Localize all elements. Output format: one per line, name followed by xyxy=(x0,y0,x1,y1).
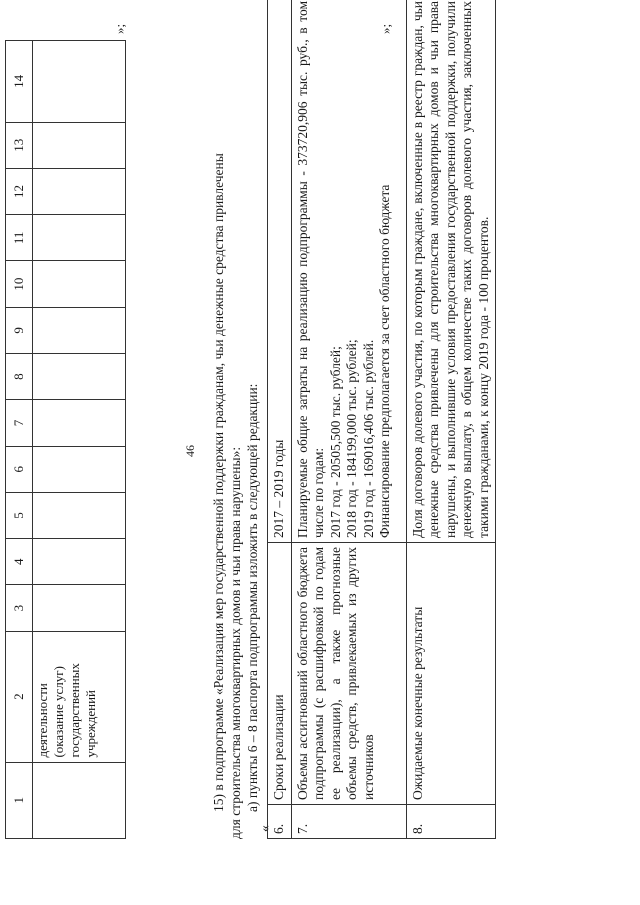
column-header: 13 xyxy=(6,122,33,168)
row-number: 7. xyxy=(291,805,406,839)
column-header: 1 xyxy=(6,762,33,838)
closing-quote-top: »; xyxy=(112,23,127,34)
content-line: 2017 – 2019 годы xyxy=(271,439,286,538)
table-cell xyxy=(33,400,126,446)
table-cell-description xyxy=(33,631,126,762)
paragraph-15-line1: 15) в подпрограмме «Реализация мер государственной поддержки гражданам, чьи денежные средства привлечены xyxy=(211,153,226,812)
table-header-row xyxy=(6,41,33,839)
row-content xyxy=(291,0,406,543)
content-line: 2017 год - 20505,500 тыс. рублей; xyxy=(327,346,343,538)
content-line: Планируемые общие затраты на реализацию подпрограммы - 373720,906 тыс. руб., в том числе по годам: xyxy=(294,1,326,538)
column-header: 7 xyxy=(6,400,33,446)
table-row xyxy=(406,0,496,839)
column-header: 5 xyxy=(6,492,33,538)
column-header: 8 xyxy=(6,354,33,400)
row-number: 8. xyxy=(406,805,496,839)
paragraph-15-line2: для строительства многоквартирных домов и чьи права нарушены»: xyxy=(228,446,243,839)
paragraph-a: а) пункты 6 – 8 паспорта подпрограммы изложить в следующей редакции: xyxy=(245,383,260,812)
table-cell xyxy=(33,446,126,492)
table-cell xyxy=(33,168,126,214)
row-label: Объемы ассигнований областного бюджета подпрограммы (с расшифровкой по годам ее реализации), а также прогнозные объемы средств, привлекаемых из других источников xyxy=(291,543,406,805)
column-header: 11 xyxy=(6,215,33,261)
table-row xyxy=(33,41,126,839)
table-cell xyxy=(33,354,126,400)
table-cell xyxy=(33,585,126,631)
column-header: 6 xyxy=(6,446,33,492)
table-cell xyxy=(33,539,126,585)
row-number: 6. xyxy=(268,805,292,839)
closing-quote-passport: »; xyxy=(378,23,393,34)
rotated-document-page xyxy=(0,1,640,882)
column-header: 14 xyxy=(6,41,33,123)
table-cell xyxy=(33,215,126,261)
passport-table xyxy=(267,0,496,839)
column-header: 10 xyxy=(6,261,33,307)
cell-line: (оказание услуг) xyxy=(51,666,66,758)
content-line: Финансирование предполагается за счет областного бюджета xyxy=(377,184,392,538)
column-header: 4 xyxy=(6,539,33,585)
column-header: 12 xyxy=(6,168,33,214)
table-row xyxy=(268,0,292,839)
cell-line: учреждений xyxy=(83,689,98,758)
cell-line: государственных xyxy=(67,663,82,758)
table-cell xyxy=(33,261,126,307)
opening-quote: « xyxy=(257,825,272,832)
row-content: Доля договоров долевого участия, по которым граждане, включенные в реестр граждан, чьи денежные средства привлечены для строительства многоквартирных домов и чьи права нарушены, и выполнившие условия предоставления государственной поддержки, получили денежную выплату, в общем количестве таких договоров долевого участия, заключенных такими гражданами, к концу 2019 года - 100 процентов. xyxy=(406,0,496,543)
column-header: 9 xyxy=(6,307,33,353)
row-label: Сроки реализации xyxy=(268,543,292,805)
content-line: 2019 год - 169016,406 тыс. рублей. xyxy=(360,339,376,538)
table-cell xyxy=(33,41,126,123)
table-row xyxy=(291,0,406,839)
column-header: 3 xyxy=(6,585,33,631)
row-content xyxy=(268,0,292,543)
cell-line: деятельности xyxy=(35,683,50,758)
table-cell xyxy=(33,762,126,838)
table-cell xyxy=(33,492,126,538)
page-number: 46 xyxy=(183,445,197,457)
row-label: Ожидаемые конечные результаты xyxy=(406,543,496,805)
table-cell xyxy=(33,122,126,168)
continuation-table xyxy=(5,40,126,839)
column-header: 2 xyxy=(6,631,33,762)
table-cell xyxy=(33,307,126,353)
content-line: 2018 год - 184199,000 тыс. рублей; xyxy=(344,339,359,538)
